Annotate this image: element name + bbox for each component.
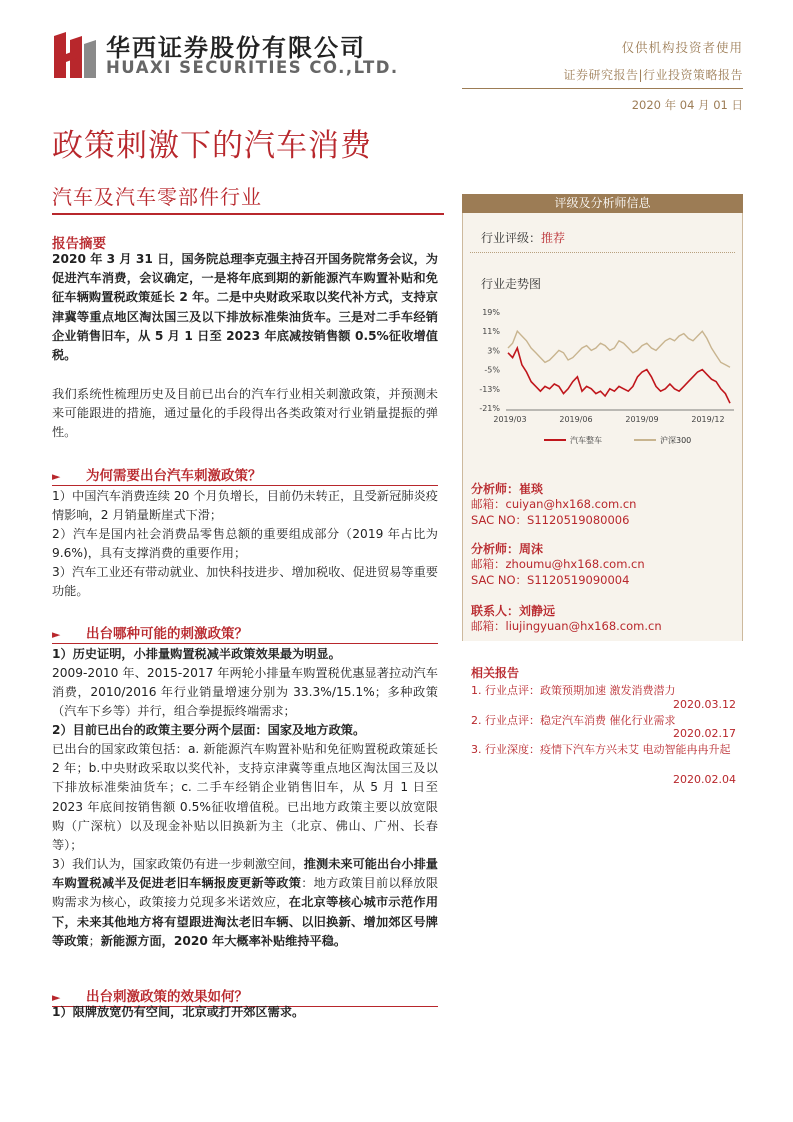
section-1-heading: ► 为何需要出台汽车刺激政策？ [52,468,262,484]
company-name-en: HUAXI SECURITIES CO.,LTD. [106,58,399,77]
section-3-point-1: 1）限牌放宽仍有空间，北京或打开郊区需求。 [52,1005,305,1019]
report-type: 证券研究报告|行业投资策略报告 [563,68,743,82]
huaxi-logo-icon [52,30,98,80]
rating-value: 推荐 [541,231,566,245]
analyst-2-email[interactable]: 邮箱：zhoumu@hx168.com.cn [471,557,645,571]
y-tick-label: -21% [479,404,500,413]
triangle-bullet-icon: ► [52,470,61,483]
summary-paragraph-2: 我们系统性梳理历史及目前已出台的汽车行业相关刺激政策，并预测未来可能跟进的措施，通过量化的手段得出各类政策对行业销量提振的弹性。 [52,387,438,440]
analyst-1-name: 分析师：崔琰 [471,482,544,496]
rating-divider [470,252,735,253]
summary-paragraph-1: 2020 年 3 月 31 日，国务院总理李克强主持召开国务院常务会议，为促进汽车消费，会议确定，一是将年底到期的新能源汽车购置补贴和免征车辆购置税政策延长 2 年。二是中央财政采取以奖代补方式，支持京津冀等重点地区淘汰国三及以下排放标准柴油货车。三是对二手车经销企业销售旧车，从 5 月 1 日至 2023 年底减按销售额 0.5%征收增值税。 [52,252,438,363]
x-tick-label: 2019/03 [493,415,527,424]
y-tick-label: -13% [479,384,500,394]
related-reports-heading: 相关报告 [471,666,520,680]
triangle-bullet-icon: ► [52,628,61,641]
triangle-bullet-icon: ► [52,991,61,1004]
section-2-paragraph-2: 已出台的国家政策包括：a. 新能源汽车购置补贴和免征购置税政策延长 2 年；b.中央财政采取以奖代补，支持京津冀等重点地区淘汰国三及以下排放标准柴油货车；c. 二手车经销企业销售旧车，从 5 月 1 日至 2023 年底间按销售额 0.5%征收增值税。已出地方政策主要以放宽限购（广深杭）以及现金补贴以旧换新为主（北京、佛山、广州、长春等）； [52,742,438,853]
trend-chart-label: 行业走势图 [481,277,542,291]
industry-subtitle: 汽车及汽车零部件行业 [52,185,262,209]
report-title: 政策刺激下的汽车消费 [52,128,372,164]
section-1-item-1: 1）中国汽车消费连续 20 个月负增长，目前仍未转正，且受新冠肺炎疫情影响，2 月销量断崖式下滑； [52,489,438,523]
contact-name: 联系人：刘静远 [471,604,556,618]
x-tick-label: 2019/09 [625,415,659,424]
analyst-2-name: 分析师：周沫 [471,542,544,556]
contact-email[interactable]: 邮箱：liujingyuan@hx168.com.cn [471,619,662,633]
legend-label: 沪深300 [660,436,692,445]
subtitle-divider [52,213,444,215]
panel-header: 评级及分析师信息 [462,194,743,213]
section-3-heading: ► 出台刺激政策的效果如何？ [52,989,248,1005]
report-date: 2020 年 04 月 01 日 [631,98,743,112]
summary-heading: 报告摘要 [52,236,106,252]
related-report-1-date: 2020.03.12 [673,698,736,711]
related-report-2-date: 2020.02.17 [673,727,736,740]
related-report-3[interactable]: 3. 行业深度：疫情下汽车方兴未艾 电动智能冉冉升起 [471,743,731,756]
company-name-cn: 华西证券股份有限公司 [106,34,366,62]
y-tick-label: 3% [487,346,500,356]
related-report-1[interactable]: 1. 行业点评：政策预期加速 激发消费潜力 [471,684,676,697]
section-2-divider [52,643,438,644]
series-line-csi300 [508,331,730,367]
y-tick-label: 11% [482,327,500,337]
audience-note: 仅供机构投资者使用 [621,40,743,55]
section-2-heading: ► 出台哪种可能的刺激政策？ [52,626,248,642]
y-tick-label: 19% [482,308,500,317]
analyst-1-sac: SAC NO：S1120519080006 [471,513,630,527]
section-1-item-2: 2）汽车是国内社会消费品零售总额的重要组成部分（2019 年占比为 9.6%)，具有支撑消费的重要作用； [52,527,438,561]
section-2-point-2: 2）目前已出台的政策主要分两个层面：国家及地方政策。 [52,723,366,737]
rating-row: 行业评级：推荐 [481,231,566,245]
x-tick-label: 2019/12 [691,415,725,424]
x-tick-label: 2019/06 [559,415,593,424]
legend-label: 汽车整车 [570,436,602,445]
analyst-2-sac: SAC NO：S1120519090004 [471,573,630,587]
header-divider [462,88,743,89]
trend-line-chart [466,300,741,450]
section-1-item-3: 3）汽车工业还有带动就业、加快科技进步、增加税收、促进贸易等重要功能。 [52,565,438,599]
related-report-3-date: 2020.02.04 [673,773,736,786]
series-line-auto [508,348,730,403]
section-2-paragraph-1: 2009-2010 年、2015-2017 年两轮小排量车购置税优惠显著拉动汽车消费，2010/2016 年行业销量增速分别为 33.3%/15.1%；多种政策（汽车下乡等）并行，组合拳提振终端需求； [52,666,438,719]
section-2-point-1: 1）历史证明，小排量购置税减半政策效果最为明显。 [52,647,341,661]
analyst-1-email[interactable]: 邮箱：cuiyan@hx168.com.cn [471,497,637,511]
related-report-2[interactable]: 2. 行业点评：稳定汽车消费 催化行业需求 [471,714,676,727]
y-tick-label: -5% [484,365,500,375]
section-2-paragraph-3: 3）我们认为，国家政策仍有进一步刺激空间，推测未来可能出台小排量车购置税减半及促进老旧车辆报废更新等政策：地方政策目前以释放限购需求为核心，政策接力兑现多米诺效应，在北京等核心城市示范作用下，未来其他地方将有望跟进淘汰老旧车辆、以旧换新、增加郊区号牌等政策；新能源方面，2020 年大概率补贴维持平稳。 [52,857,439,948]
section-1-divider [52,485,438,486]
